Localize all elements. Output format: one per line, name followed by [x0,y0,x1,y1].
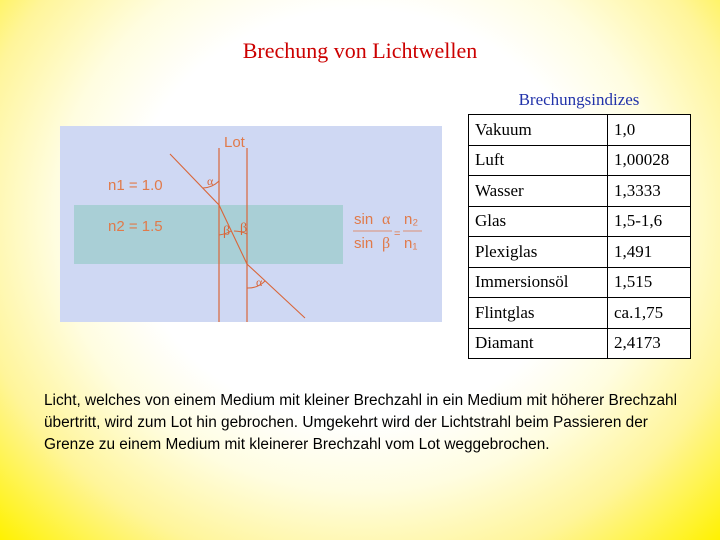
formula-alpha: α [382,211,391,228]
medium-cell: Wasser [469,176,608,207]
refraction-index-table [468,114,691,359]
table-row [469,267,691,298]
beta-label-right: β [240,221,248,236]
index-cell: 1,5-1,6 [608,206,691,237]
refraction-diagram-svg [60,126,442,322]
table-row [469,115,691,146]
table-row [469,237,691,268]
table-row [469,176,691,207]
medium-cell: Luft [469,145,608,176]
alpha-label-top: α [207,174,214,188]
medium-cell: Diamant [469,328,608,359]
index-cell: ca.1,75 [608,298,691,329]
beta-label-left: β [223,224,231,239]
table-row [469,145,691,176]
index-cell: 2,4173 [608,328,691,359]
refraction-diagram [60,126,442,322]
description-text: Licht, welches von einem Medium mit kleiner Brechzahl in ein Medium mit höherer Brechzahl übertritt, wird zum Lot hin gebrochen. Umgekehrt wird der Lichtstrahl beim Passieren der Grenze zu einem Medium mit kleinerer Brechzahl vom Lot weggebrochen. [44,392,678,453]
formula-equals: = [394,228,401,240]
alpha-label-bottom: α [256,275,263,289]
medium-cell: Plexiglas [469,237,608,268]
formula-n1: n₁ [404,235,418,252]
medium-cell: Glas [469,206,608,237]
n2-label: n2 = 1.5 [108,218,163,235]
index-cell: 1,491 [608,237,691,268]
formula-sin-top: sin [354,211,374,228]
formula-sin-bottom: sin [354,235,374,252]
formula-n2: n₂ [404,211,419,228]
lot-label: Lot [224,134,245,151]
table-row [469,328,691,359]
index-cell: 1,515 [608,267,691,298]
medium-cell: Immersionsöl [469,267,608,298]
page-title: Brechung von Lichtwellen [242,38,478,63]
table-caption: Brechungsindizes [518,90,640,109]
n1-label: n1 = 1.0 [108,177,163,194]
medium-cell: Vakuum [469,115,608,146]
index-cell: 1,00028 [608,145,691,176]
table-row [469,206,691,237]
formula-beta: β [382,235,391,252]
index-cell: 1,0 [608,115,691,146]
index-cell: 1,3333 [608,176,691,207]
snell-formula [353,211,422,252]
table-row [469,298,691,329]
medium-cell: Flintglas [469,298,608,329]
